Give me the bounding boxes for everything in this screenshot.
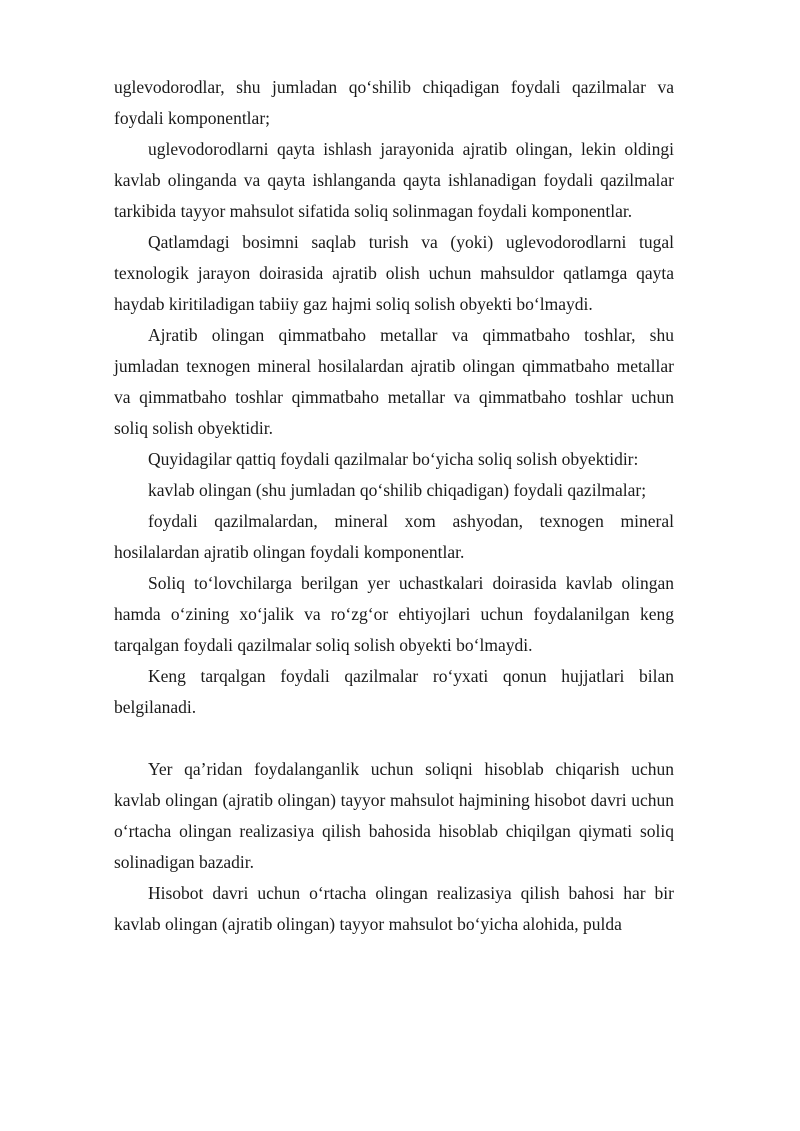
paragraph: Hisobot davri uchun oʻrtacha olingan realizasiya qilish bahosi har bir kavlab olingan (ajratib olingan) tayyor mahsulot boʻyicha alohida, pulda	[114, 883, 674, 934]
paragraph: kavlab olingan (shu jumladan qoʻshilib chiqadigan) foydali qazilmalar;	[148, 480, 647, 500]
paragraph: foydali qazilmalardan, mineral xom ashyodan, texnogen mineral hosilalardan ajratib olingan foydali komponentlar.	[114, 511, 674, 562]
paragraph: Quyidagilar qattiq foydali qazilmalar boʻyicha soliq solish obyektidir:	[148, 449, 639, 469]
document-page	[114, 72, 674, 940]
paragraph: Soliq toʻlovchilarga berilgan yer uchastkalari doirasida kavlab olingan hamda oʻzining xoʻjalik va roʻzgʻor ehtiyojlari uchun foydalanilgan keng tarqalgan foydali qazilmalar soliq solish obyekti boʻlmaydi.	[114, 573, 674, 655]
paragraph: uglevodorodlar, shu jumladan qoʻshilib chiqadigan foydali qazilmalar va foydali komponentlar;	[114, 77, 674, 128]
paragraph: Yer qaʼridan foydalanganlik uchun soliqni hisoblab chiqarish uchun kavlab olingan (ajratib olingan) tayyor mahsulot hajmining hisobot davri uchun oʻrtacha olingan realizasiya qilish bahosida hisoblab chiqilgan qiymati soliq solinadigan bazadir.	[114, 759, 674, 872]
paragraph: Keng tarqalgan foydali qazilmalar roʻyxati qonun hujjatlari bilan belgilanadi.	[114, 666, 674, 717]
paragraph: Qatlamdagi bosimni saqlab turish va (yoki) uglevodorodlarni tugal texnologik jarayon doirasida ajratib olish uchun mahsuldor qatlamga qayta haydab kiritiladigan tabiiy gaz hajmi soliq solish obyekti boʻlmaydi.	[114, 232, 674, 314]
paragraph: uglevodorodlarni qayta ishlash jarayonida ajratib olingan, lekin oldingi kavlab olinganda va qayta ishlanganda qayta ishlanadigan foydali qazilmalar tarkibida tayyor mahsulot sifatida soliq solinmagan foydali komponentlar.	[114, 139, 674, 221]
paragraph: Ajratib olingan qimmatbaho metallar va qimmatbaho toshlar, shu jumladan texnogen mineral hosilalardan ajratib olingan qimmatbaho metallar va qimmatbaho toshlar qimmatbaho metallar va qimmatbaho toshlar uchun soliq solish obyektidir.	[114, 325, 674, 438]
blank-line	[114, 723, 674, 754]
